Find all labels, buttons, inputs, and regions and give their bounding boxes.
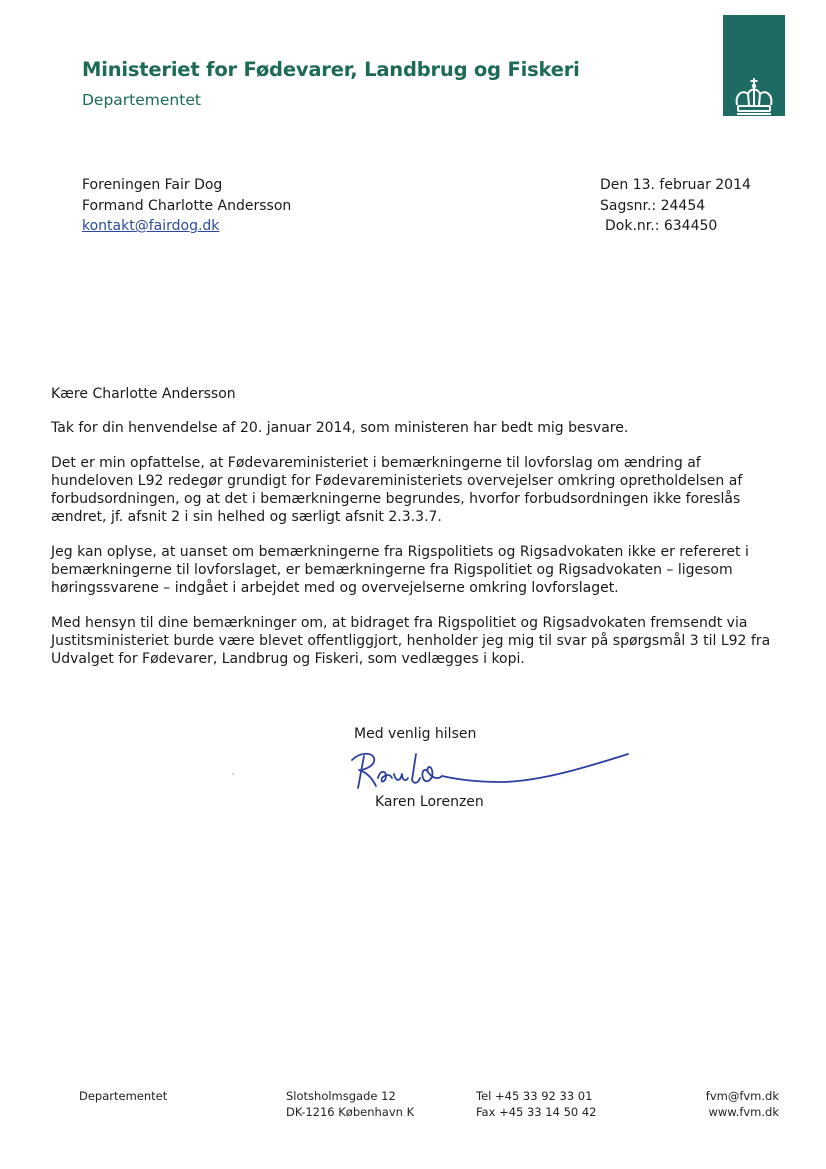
footer-tel: Tel +45 33 92 33 01 xyxy=(476,1089,593,1103)
recipient-block xyxy=(82,175,291,237)
letter-date: Den 13. februar 2014 xyxy=(600,177,751,193)
handwritten-signature xyxy=(350,748,635,798)
paragraph-1: Tak for din henvendelse af 20. januar 2014, som ministeren har bedt mig besvare. xyxy=(51,420,629,436)
department-name: Departementet xyxy=(82,91,201,109)
footer-website-link[interactable]: www.fvm.dk xyxy=(708,1105,779,1119)
paragraph-2: Det er min opfattelse, at Fødevareministeriet i bemærkningerne til lovforslag om ændring af hundeloven L92 redegør grundigt for Fødevareministeriets overvejelser omkring opretholdelsen af forbudsordningen, og at det i bemærkningerne begrundes, hvorfor forbudsordningen ikke foreslås ændret, jf. afsnit 2 i sin helhed og særligt afsnit 2.3.3.7. xyxy=(51,455,743,525)
letter-meta xyxy=(600,175,751,237)
ministry-name: Ministeriet for Fødevarer, Landbrug og Fiskeri xyxy=(82,58,580,81)
paragraph-3: Jeg kan oplyse, at uanset om bemærkningerne fra Rigspolitiets og Rigsadvokaten ikke er refereret i bemærkningerne til lovforslaget, er bemærkningerne fra Rigspolitiet og Rigsadvokaten – ligesom høringssvarene – indgået i arbejdet med og overvejelserne omkring lovforslaget. xyxy=(51,544,749,596)
signer-name: Karen Lorenzen xyxy=(375,794,484,810)
footer-contact xyxy=(640,1088,779,1120)
royal-crown-icon xyxy=(732,77,776,117)
footer-address xyxy=(286,1088,414,1120)
footer-department xyxy=(79,1088,167,1104)
ministry-logo xyxy=(723,15,785,116)
case-number: Sagsnr.: 24454 xyxy=(600,197,706,214)
recipient-name: Formand Charlotte Andersson xyxy=(82,197,292,214)
footer-email-link[interactable]: fvm@fvm.dk xyxy=(705,1089,779,1103)
greeting: Kære Charlotte Andersson xyxy=(51,386,236,402)
footer-city: DK-1216 København K xyxy=(286,1105,415,1119)
footer-street: Slotsholmsgade 12 xyxy=(286,1089,396,1103)
scan-speck xyxy=(232,773,234,775)
recipient-email-link[interactable]: kontakt@fairdog.dk xyxy=(82,218,220,234)
document-number: Dok.nr.: 634450 xyxy=(605,218,718,234)
footer-fax: Fax +45 33 14 50 42 xyxy=(476,1105,597,1119)
footer-department-label: Departementet xyxy=(79,1089,168,1103)
paragraph-4: Med hensyn til dine bemærkninger om, at bidraget fra Rigspolitiet og Rigsadvokaten fremsendt via Justitsministeriet burde være blevet offentliggjort, henholder jeg mig til svar på spørgsmål 3 til L92 fra Udvalget for Fødevarer, Landbrug og Fiskeri, som vedlægges i kopi. xyxy=(51,615,771,667)
closing: Med venlig hilsen xyxy=(354,726,477,742)
footer-phone xyxy=(476,1088,597,1120)
recipient-organization: Foreningen Fair Dog xyxy=(82,177,223,193)
letter-body xyxy=(51,385,786,685)
